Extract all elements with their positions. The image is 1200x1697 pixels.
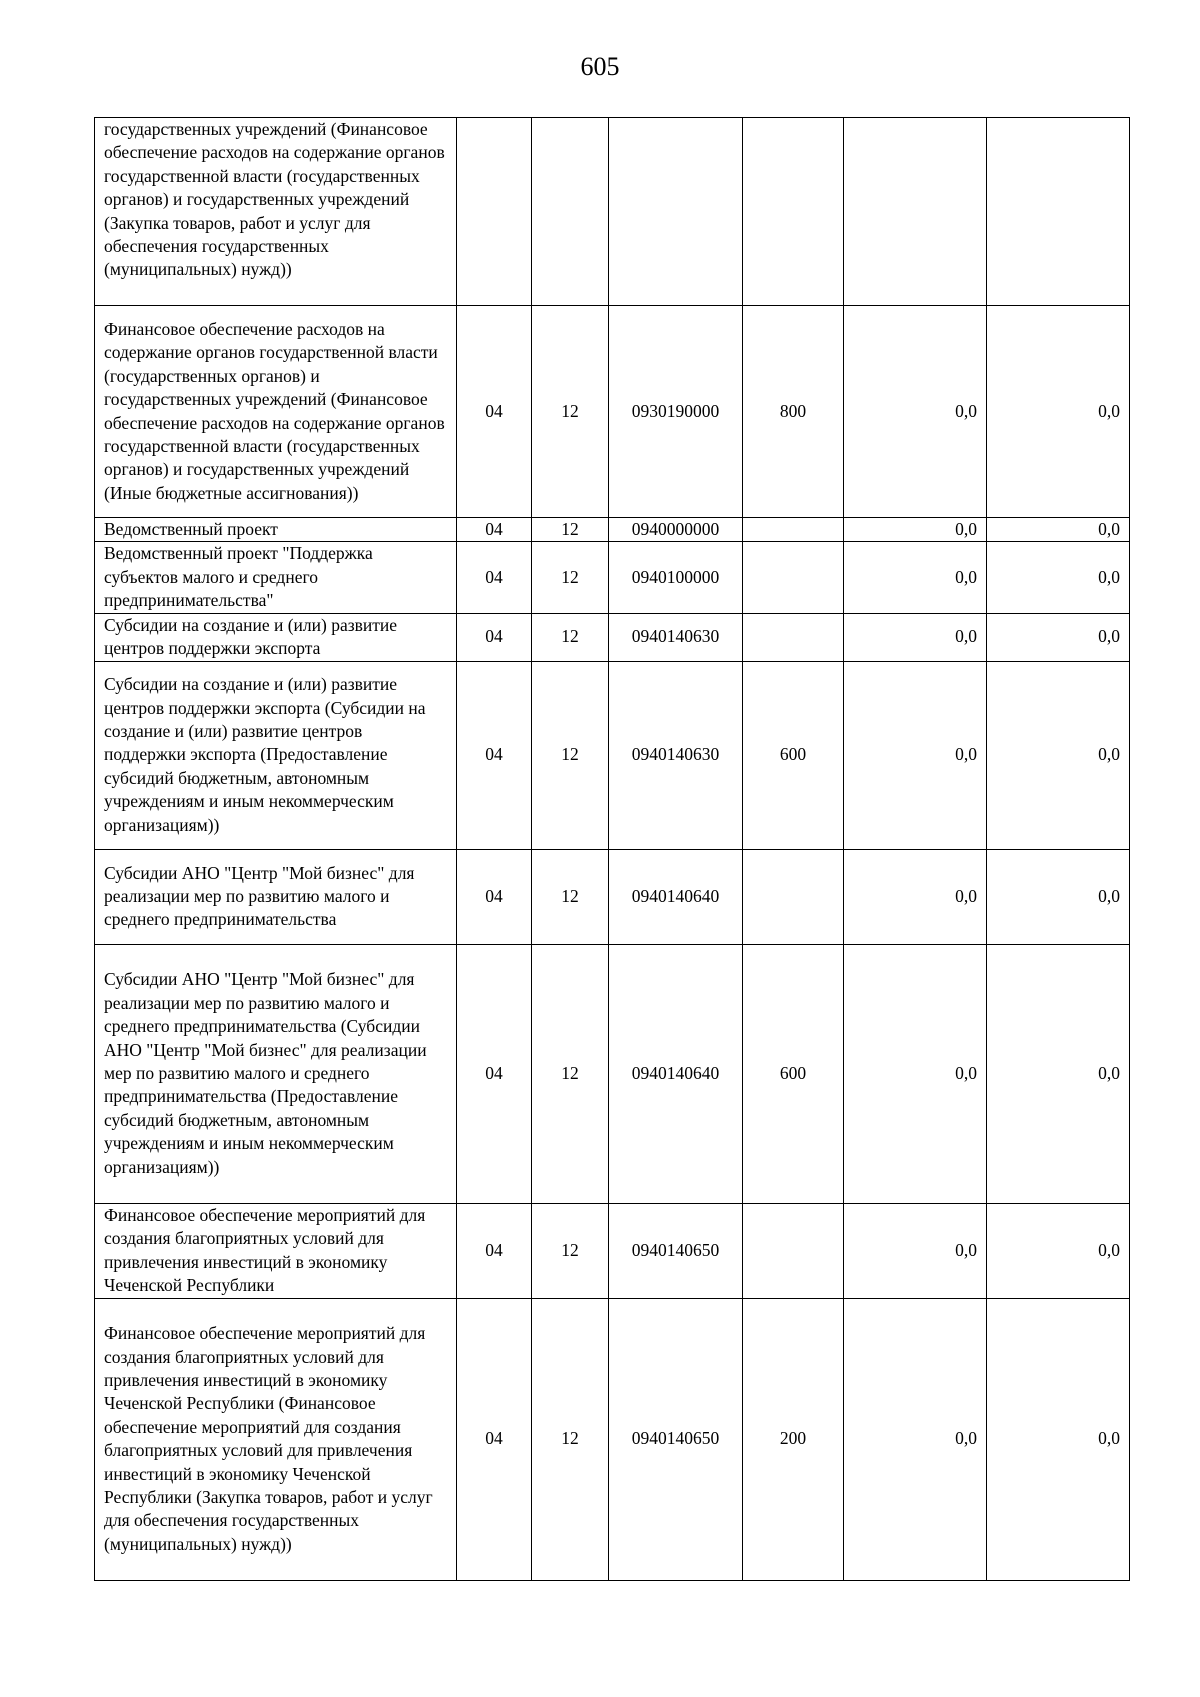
row-sum-2: 0,0 bbox=[987, 613, 1130, 661]
budget-table-body bbox=[95, 118, 1130, 1581]
row-name: Финансовое обеспечение мероприятий для создания благоприятных условий для привлечения инвестиций в экономику Чеченской Республики bbox=[95, 1203, 457, 1298]
table-row bbox=[95, 944, 1130, 1203]
row-name: Ведомственный проект "Поддержка субъектов малого и среднего предпринимательства" bbox=[95, 542, 457, 613]
page-number: 605 bbox=[580, 52, 620, 81]
row-target-article: 0940140640 bbox=[609, 944, 743, 1203]
row-subsection: 12 bbox=[532, 1203, 609, 1298]
row-target-article: 0940140650 bbox=[609, 1298, 743, 1580]
row-target-article: 0940140640 bbox=[609, 849, 743, 944]
row-expense-type: 200 bbox=[743, 1298, 844, 1580]
row-name: Субсидии на создание и (или) развитие центров поддержки экспорта bbox=[95, 613, 457, 661]
row-sum-1: 0,0 bbox=[844, 661, 987, 849]
table-row bbox=[95, 518, 1130, 542]
row-section: 04 bbox=[457, 518, 532, 542]
row-sum-2: 0,0 bbox=[987, 518, 1130, 542]
row-sum-1 bbox=[844, 118, 987, 306]
row-section: 04 bbox=[457, 944, 532, 1203]
row-sum-1: 0,0 bbox=[844, 306, 987, 518]
row-subsection bbox=[532, 118, 609, 306]
row-sum-2: 0,0 bbox=[987, 661, 1130, 849]
row-subsection: 12 bbox=[532, 661, 609, 849]
table-row bbox=[95, 118, 1130, 306]
row-subsection: 12 bbox=[532, 518, 609, 542]
row-subsection: 12 bbox=[532, 1298, 609, 1580]
row-subsection: 12 bbox=[532, 849, 609, 944]
row-sum-1: 0,0 bbox=[844, 518, 987, 542]
row-name: государственных учреждений (Финансовое обеспечение расходов на содержание органов государственной власти (государственных органов) и государственных учреждений (Закупка товаров, работ и услуг для обеспечения государственных (муниципальных) нужд)) bbox=[95, 118, 457, 306]
row-sum-2: 0,0 bbox=[987, 944, 1130, 1203]
row-subsection: 12 bbox=[532, 944, 609, 1203]
row-target-article: 0940140650 bbox=[609, 1203, 743, 1298]
row-section: 04 bbox=[457, 306, 532, 518]
table-row bbox=[95, 1203, 1130, 1298]
row-sum-2: 0,0 bbox=[987, 1298, 1130, 1580]
row-sum-1: 0,0 bbox=[844, 1203, 987, 1298]
row-expense-type bbox=[743, 118, 844, 306]
row-sum-2: 0,0 bbox=[987, 542, 1130, 613]
table-row bbox=[95, 661, 1130, 849]
row-sum-2: 0,0 bbox=[987, 1203, 1130, 1298]
row-section: 04 bbox=[457, 1298, 532, 1580]
table-row bbox=[95, 306, 1130, 518]
table-row bbox=[95, 613, 1130, 661]
row-name: Субсидии АНО "Центр "Мой бизнес" для реализации мер по развитию малого и среднего предпринимательства (Субсидии АНО "Центр "Мой бизнес" для реализации мер по развитию малого и среднего предпринимательства (Предоставление субсидий бюджетным, автономным учреждениям и иным некоммерческим организациям)) bbox=[95, 944, 457, 1203]
row-name: Субсидии АНО "Центр "Мой бизнес" для реализации мер по развитию малого и среднего предпринимательства bbox=[95, 849, 457, 944]
row-target-article: 0940140630 bbox=[609, 661, 743, 849]
row-sum-2: 0,0 bbox=[987, 306, 1130, 518]
table-row bbox=[95, 1298, 1130, 1580]
row-section: 04 bbox=[457, 661, 532, 849]
row-section bbox=[457, 118, 532, 306]
budget-table bbox=[94, 117, 1130, 1581]
row-expense-type bbox=[743, 613, 844, 661]
row-name: Субсидии на создание и (или) развитие центров поддержки экспорта (Субсидии на создание и (или) развитие центров поддержки экспорта (Предоставление субсидий бюджетным, автономным учреждениям и иным некоммерческим организациям)) bbox=[95, 661, 457, 849]
row-expense-type bbox=[743, 1203, 844, 1298]
row-section: 04 bbox=[457, 542, 532, 613]
row-sum-1: 0,0 bbox=[844, 1298, 987, 1580]
row-target-article: 0930190000 bbox=[609, 306, 743, 518]
row-section: 04 bbox=[457, 1203, 532, 1298]
row-name: Ведомственный проект bbox=[95, 518, 457, 542]
row-expense-type bbox=[743, 518, 844, 542]
table-row bbox=[95, 542, 1130, 613]
row-section: 04 bbox=[457, 849, 532, 944]
row-target-article: 0940100000 bbox=[609, 542, 743, 613]
row-expense-type bbox=[743, 849, 844, 944]
row-target-article: 0940000000 bbox=[609, 518, 743, 542]
row-name: Финансовое обеспечение расходов на содержание органов государственной власти (государственных органов) и государственных учреждений (Финансовое обеспечение расходов на содержание органов государственной власти (государственных органов) и государственных учреждений (Иные бюджетные ассигнования)) bbox=[95, 306, 457, 518]
row-sum-1: 0,0 bbox=[844, 542, 987, 613]
row-sum-1: 0,0 bbox=[844, 849, 987, 944]
row-target-article: 0940140630 bbox=[609, 613, 743, 661]
row-sum-1: 0,0 bbox=[844, 613, 987, 661]
row-subsection: 12 bbox=[532, 542, 609, 613]
row-section: 04 bbox=[457, 613, 532, 661]
row-expense-type bbox=[743, 542, 844, 613]
row-expense-type: 600 bbox=[743, 944, 844, 1203]
row-name: Финансовое обеспечение мероприятий для создания благоприятных условий для привлечения инвестиций в экономику Чеченской Республики (Финансовое обеспечение мероприятий для создания благоприятных условий для привлечения инвестиций в экономику Чеченской Республики (Закупка товаров, работ и услуг для обеспечения государственных (муниципальных) нужд)) bbox=[95, 1298, 457, 1580]
row-subsection: 12 bbox=[532, 613, 609, 661]
row-sum-2: 0,0 bbox=[987, 849, 1130, 944]
row-expense-type: 600 bbox=[743, 661, 844, 849]
row-sum-1: 0,0 bbox=[844, 944, 987, 1203]
row-sum-2 bbox=[987, 118, 1130, 306]
row-target-article bbox=[609, 118, 743, 306]
row-expense-type: 800 bbox=[743, 306, 844, 518]
table-row bbox=[95, 849, 1130, 944]
row-subsection: 12 bbox=[532, 306, 609, 518]
